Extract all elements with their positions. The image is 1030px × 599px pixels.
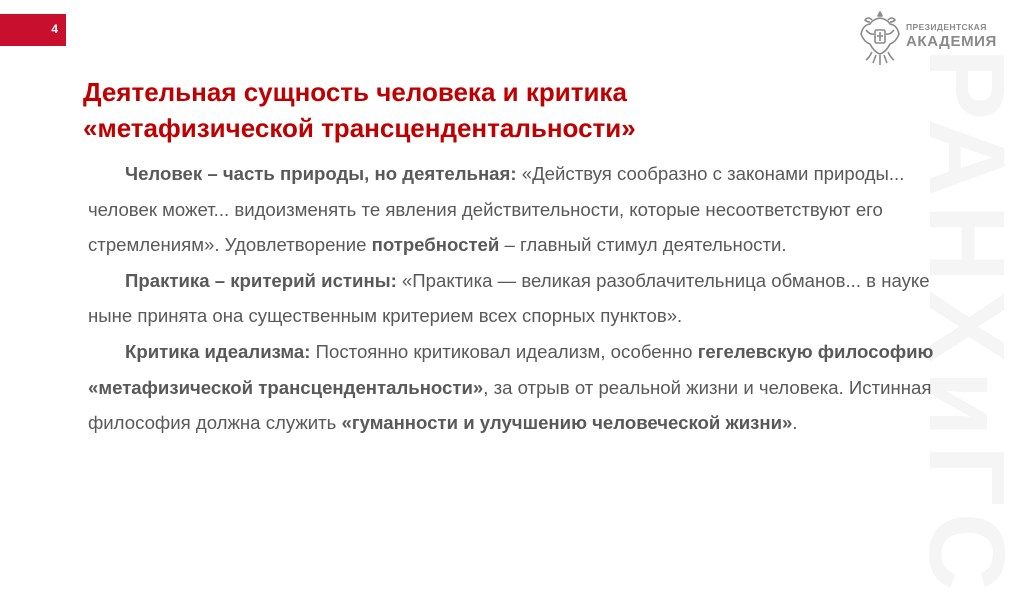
page-number-badge	[0, 14, 66, 46]
paragraph-lead: Практика – критерий истины:	[125, 269, 397, 291]
paragraph-text: .	[792, 412, 798, 434]
slide-body	[88, 156, 950, 441]
paragraph-lead: Критика идеализма:	[125, 340, 311, 362]
paragraph-lead: Человек – часть природы, но деятельная:	[125, 163, 517, 184]
paragraph-idealism	[88, 334, 950, 441]
slide-title-line-2: «метафизической трансцендентальности»	[83, 113, 636, 143]
paragraph-text: «Действуя сообразно с законами природы... человек может... видоизменять те явления действительности, которые несоответствуют его стремлениям». Удовлетворение	[88, 163, 905, 256]
paragraph-text: «Практика — великая разоблачительница обманов... в науке ныне принята она существенным критерием всех спорных пунктов».	[88, 269, 930, 327]
paragraph-emphasis: потребностей	[371, 234, 500, 256]
slide-title	[83, 74, 843, 146]
paragraph-nature	[88, 156, 950, 263]
paragraph-practice	[88, 263, 950, 334]
watermark	[907, 48, 1028, 599]
slide-title-line-1: Деятельная сущность человека и критика	[83, 77, 627, 107]
paragraph-emphasis: гегелевскую философию «метафизической трансцендентальности»	[88, 340, 934, 398]
logo-text-main: АКАДЕМИЯ	[906, 33, 997, 50]
double-headed-eagle-emblem-icon	[858, 8, 902, 68]
paragraph-emphasis: «гуманности и улучшению человеческой жизни»	[341, 412, 793, 434]
paragraph-text: , за отрыв от реальной жизни и человека. Истинная философия должна служить	[88, 376, 932, 434]
paragraph-text: Постоянно критиковал идеализм, особенно	[310, 340, 698, 362]
watermark-text: РАНХиГС	[907, 48, 1028, 599]
logo-text-top: ПРЕЗИДЕНТСКАЯ	[906, 22, 987, 32]
paragraph-text: – главный стимул деятельности.	[499, 234, 787, 256]
page-number: 4	[51, 22, 58, 36]
